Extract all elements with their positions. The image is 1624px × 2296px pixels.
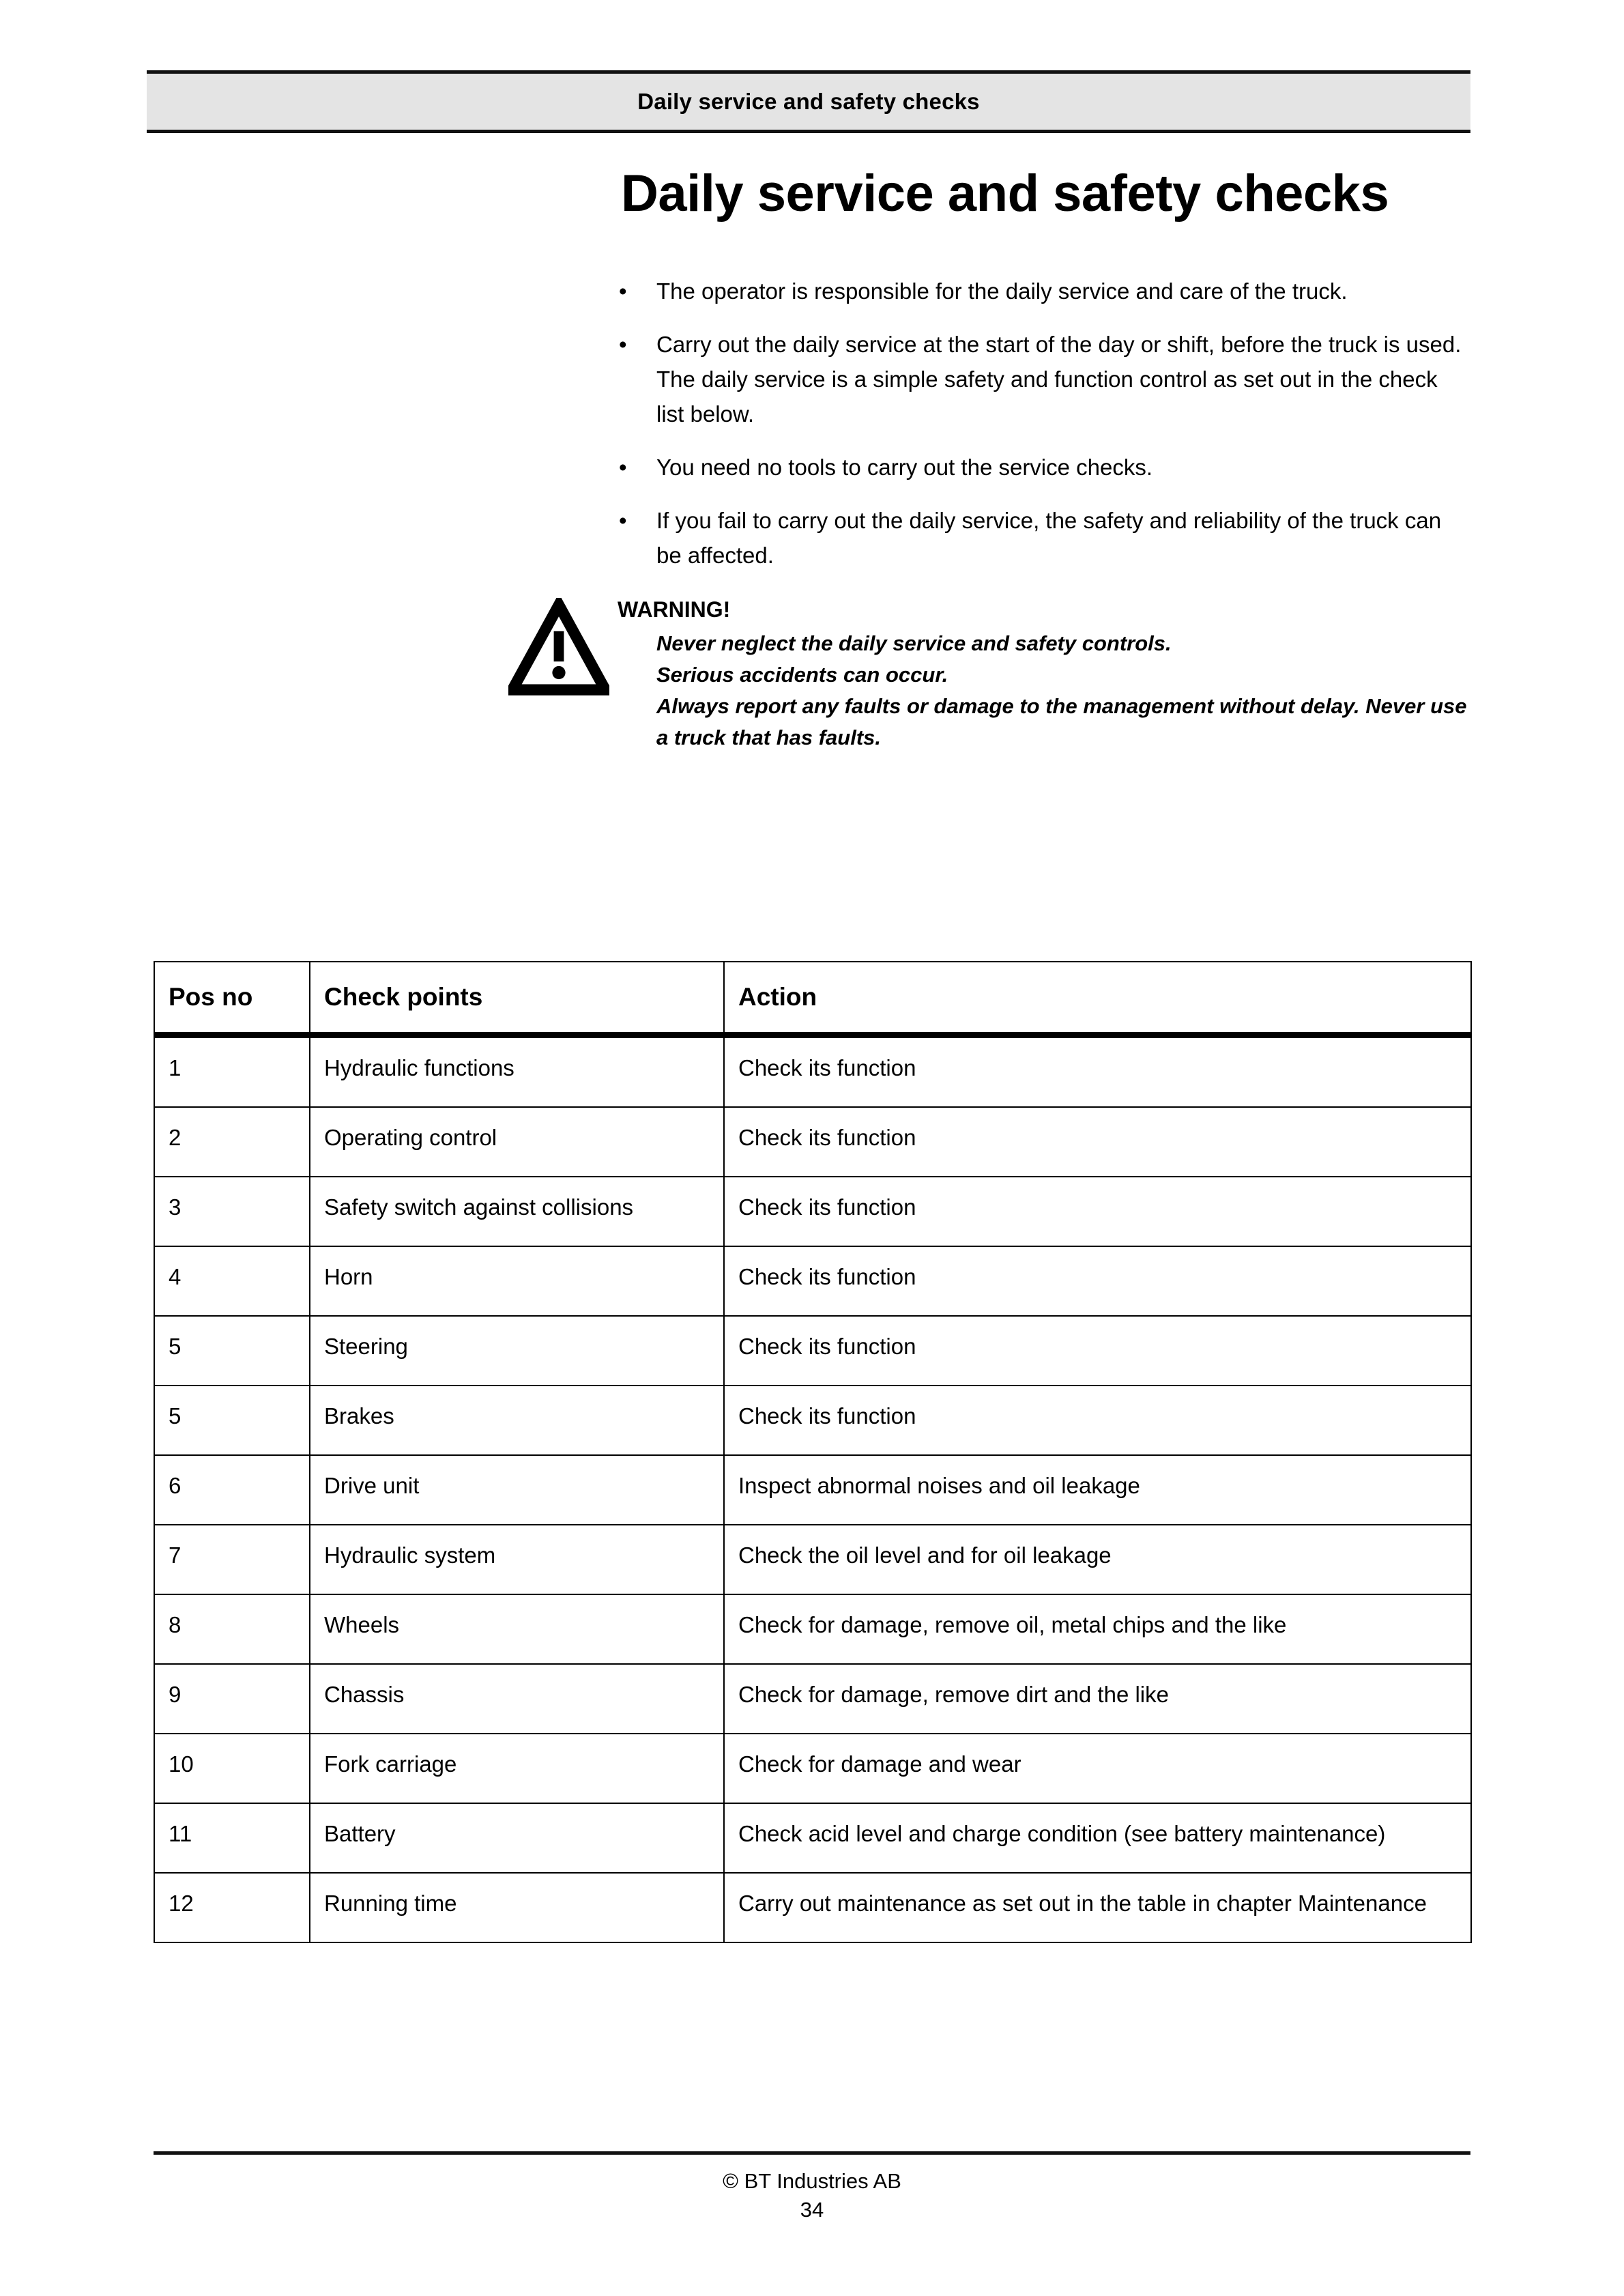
- cell-pos-no: 12: [154, 1873, 310, 1942]
- table-row: [154, 1455, 1471, 1525]
- list-item-text: You need no tools to carry out the service checks.: [656, 455, 1153, 480]
- table-row: [154, 1803, 1471, 1873]
- cell-action: Check for damage, remove oil, metal chips and the like: [724, 1594, 1471, 1664]
- running-header: [147, 70, 1470, 133]
- table-row: [154, 1177, 1471, 1246]
- bullet-marker-icon: •: [619, 278, 627, 304]
- cell-pos-no: 11: [154, 1803, 310, 1873]
- warning-text-block: [618, 628, 1467, 754]
- list-item-text: If you fail to carry out the daily service, the safety and reliability of the truck can be affected.: [656, 508, 1442, 569]
- cell-pos-no: 10: [154, 1734, 310, 1803]
- column-header-action: Action: [724, 962, 1471, 1035]
- cell-pos-no: 5: [154, 1316, 310, 1386]
- list-item: [618, 503, 1467, 573]
- list-item: [618, 450, 1467, 485]
- cell-check-point: Hydraulic functions: [310, 1035, 724, 1108]
- warning-line: Always report any faults or damage to the management without delay. Never use a truck that has faults.: [656, 694, 1467, 750]
- warning-notice: [618, 596, 1467, 754]
- footer-page-number: 34: [800, 2198, 824, 2222]
- list-item-text: The operator is responsible for the daily service and care of the truck.: [656, 278, 1348, 304]
- table-row: [154, 1664, 1471, 1734]
- cell-action: Carry out maintenance as set out in the table in chapter Maintenance: [724, 1873, 1471, 1942]
- list-item: [618, 274, 1467, 308]
- bullet-marker-icon: •: [619, 508, 627, 534]
- table-row: [154, 1035, 1471, 1108]
- table-row: [154, 1316, 1471, 1386]
- cell-check-point: Wheels: [310, 1594, 724, 1664]
- list-item: [618, 327, 1467, 431]
- cell-action: Check for damage, remove dirt and the like: [724, 1664, 1471, 1734]
- warning-triangle-icon: [508, 598, 609, 699]
- cell-action: Check its function: [724, 1386, 1471, 1455]
- cell-pos-no: 6: [154, 1455, 310, 1525]
- cell-pos-no: 1: [154, 1035, 310, 1108]
- cell-check-point: Safety switch against collisions: [310, 1177, 724, 1246]
- cell-check-point: Drive unit: [310, 1455, 724, 1525]
- table-row: [154, 1107, 1471, 1177]
- cell-action: Check its function: [724, 1246, 1471, 1316]
- table-row: [154, 1873, 1471, 1942]
- table-row: [154, 1594, 1471, 1664]
- table-body: [154, 1035, 1471, 1943]
- cell-action: Check acid level and charge condition (see battery maintenance): [724, 1803, 1471, 1873]
- cell-action: Check its function: [724, 1035, 1471, 1108]
- footer-copyright: © BT Industries AB: [723, 2169, 901, 2193]
- column-header-check-points: Check points: [310, 962, 724, 1035]
- page-footer: [154, 2151, 1470, 2224]
- content-column: [618, 164, 1467, 754]
- table-row: [154, 1246, 1471, 1316]
- cell-action: Inspect abnormal noises and oil leakage: [724, 1455, 1471, 1525]
- intro-bullet-list: [618, 274, 1467, 573]
- cell-check-point: Chassis: [310, 1664, 724, 1734]
- cell-check-point: Fork carriage: [310, 1734, 724, 1803]
- cell-check-point: Battery: [310, 1803, 724, 1873]
- running-header-title: Daily service and safety checks: [637, 89, 980, 114]
- warning-line: Serious accidents can occur.: [656, 663, 948, 687]
- warning-line: Never neglect the daily service and safety controls.: [656, 631, 1172, 656]
- bullet-marker-icon: •: [619, 455, 627, 480]
- column-header-pos-no: Pos no: [154, 962, 310, 1035]
- daily-check-table: [154, 961, 1472, 1943]
- cell-pos-no: 2: [154, 1107, 310, 1177]
- cell-pos-no: 7: [154, 1525, 310, 1594]
- cell-check-point: Steering: [310, 1316, 724, 1386]
- bullet-marker-icon: •: [619, 332, 627, 358]
- chapter-title: Daily service and safety checks: [621, 164, 1389, 223]
- cell-check-point: Hydraulic system: [310, 1525, 724, 1594]
- table-row: [154, 1386, 1471, 1455]
- cell-action: Check for damage and wear: [724, 1734, 1471, 1803]
- warning-heading: WARNING!: [618, 597, 731, 622]
- cell-pos-no: 5: [154, 1386, 310, 1455]
- cell-check-point: Running time: [310, 1873, 724, 1942]
- cell-pos-no: 3: [154, 1177, 310, 1246]
- table-row: [154, 1525, 1471, 1594]
- footer-divider: [154, 2151, 1470, 2155]
- cell-action: Check its function: [724, 1316, 1471, 1386]
- cell-pos-no: 8: [154, 1594, 310, 1664]
- cell-action: Check its function: [724, 1107, 1471, 1177]
- cell-action: Check its function: [724, 1177, 1471, 1246]
- cell-check-point: Brakes: [310, 1386, 724, 1455]
- cell-check-point: Horn: [310, 1246, 724, 1316]
- list-item-text: Carry out the daily service at the start of the day or shift, before the truck is used. The daily service is a simple safety and function control as set out in the check list below.: [656, 332, 1462, 427]
- cell-pos-no: 4: [154, 1246, 310, 1316]
- warning-body: [618, 596, 1467, 754]
- table-header-row: [154, 962, 1471, 1035]
- table-row: [154, 1734, 1471, 1803]
- cell-pos-no: 9: [154, 1664, 310, 1734]
- cell-action: Check the oil level and for oil leakage: [724, 1525, 1471, 1594]
- cell-check-point: Operating control: [310, 1107, 724, 1177]
